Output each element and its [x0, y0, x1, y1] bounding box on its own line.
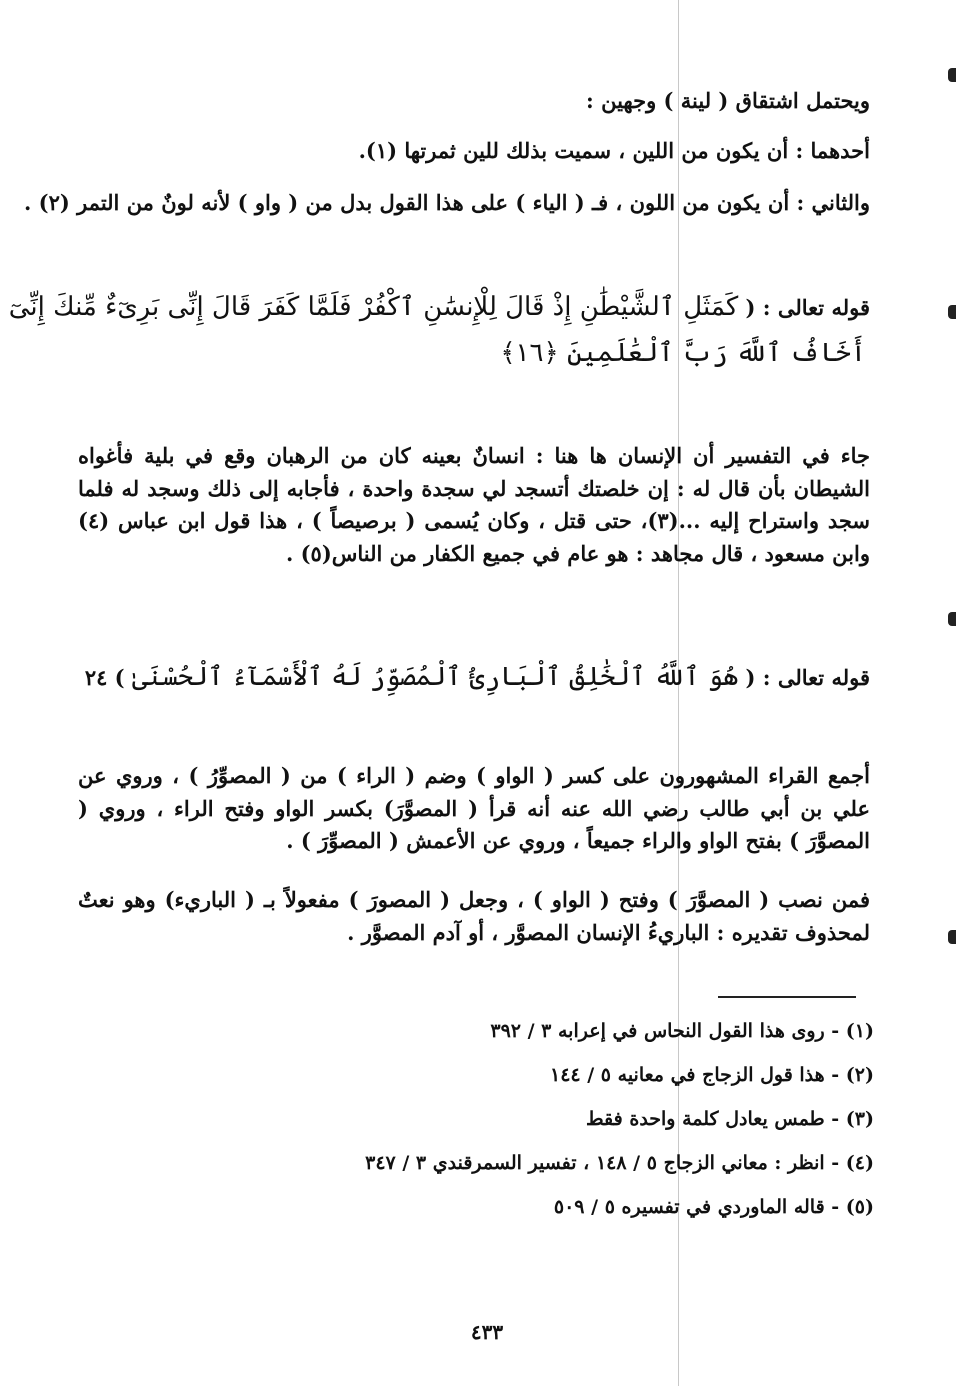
verse-1-text-1: كَمَثَلِ ٱلشَّيْطَٰنِ إِذْ قَالَ لِلْإِنسَٰنِ ٱكْفُرْ فَلَمَّا كَفَرَ قَالَ إِنِّى بَرِىٓءٌ مِّنكَ إِنِّىٓ	[8, 292, 739, 322]
footnote-separator	[718, 996, 856, 998]
binding-hole-mark	[948, 612, 956, 626]
verse-1-line-1	[9, 292, 870, 322]
intro-line-3: والثاني : أن يكون من اللون ، فـ ( الياء ) على هذا القول بدل من ( واو ) لأنه لونٌ من التمر (٢) .	[24, 190, 870, 215]
footnote-5: (٥) - قاله الماوردي في تفسيره ٥ / ٥٠٩	[553, 1196, 874, 1218]
verse-1-text-2: أَخَافُ ٱللَّهَ رَبَّ ٱلْعَٰلَمِينَ ﴿١٦﴾	[500, 338, 866, 368]
verse-2-ending: ) ٢٤	[84, 665, 125, 690]
binding-hole-mark	[948, 68, 956, 82]
binding-hole-mark	[948, 305, 956, 319]
verse-2-label: قوله تعالى : (	[745, 665, 870, 690]
verse-2-line	[85, 662, 870, 692]
commentary-paragraph-1: جاء في التفسير أن الإنسان ها هنا : انسانٌ بعينه كان من الرهبان وقع في بلية فأغواه الشيطان بأن قال له : إن خلصتك أتسجد لي سجدة واحدة ، فأجابه إلى ذلك وسجد له فلما سجد واستراح إليه ...(٣)، حتى قتل ، وكان يُسمى ( برصيصاً ) ، هذا قول ابن عباس (٤) وابن مسعود ، قال مجاهد : هو عام في جميع الكفار من الناس(٥) .	[78, 443, 870, 566]
footnote-1: (١) - روى هذا القول النحاس في إعرابه ٣ / ٣٩٢	[490, 1020, 874, 1042]
commentary-paragraph-3: فمن نصب ( المصوَّرَ ) وفتح ( الواو ) ، وجعل ( المصورَ ) مفعولاً بـ ( الباريء) وهو نعتٌ لمحذوف تقديره : الباريءُ الإنسان المصوَّر ، أو آدم المصوَّر .	[78, 887, 870, 945]
verse-1-label: قوله تعالى : (	[745, 295, 870, 320]
binding-hole-mark	[948, 930, 956, 944]
footnote-2: (٢) - هذا قول الزجاج في معانيه ٥ / ١٤٤	[550, 1064, 874, 1086]
verse-2-text: هُوَ ٱللَّهُ ٱلْخَٰلِقُ ٱلْبَارِئُ ٱلْمُصَوِّرُ لَهُ ٱلْأَسْمَآءُ ٱلْحُسْنَىٰ	[131, 662, 739, 692]
intro-line-2: أحدهما : أن يكون من اللين ، سميت بذلك للين ثمرتها (١).	[358, 138, 870, 163]
footnote-4: (٤) - انظر : معاني الزجاج ٥ / ١٤٨ ، تفسير السمرقندي ٣ / ٣٤٧	[365, 1152, 874, 1174]
intro-line-1: ويحتمل اشتقاق ( لينة ) وجهين :	[586, 88, 870, 113]
footnote-3: (٣) - طمس يعادل كلمة واحدة فقط	[586, 1108, 874, 1130]
commentary-paragraph-2: أجمع القراء المشهورون على كسر ( الواو ) وضم ( الراء ) من ( المصوِّرُ ) ، وروي عن علي بن أبي طالب رضي الله عنه أنه قرأ ( المصوَّرَ) بكسر الواو وفتح الراء ، وروي ( المصوَّرَ ) بفتح الواو والراء جميعاً ، وروي عن الأعمش ( المصوِّرَ ) .	[78, 763, 870, 854]
page-number: ٤٣٣	[470, 1320, 504, 1344]
